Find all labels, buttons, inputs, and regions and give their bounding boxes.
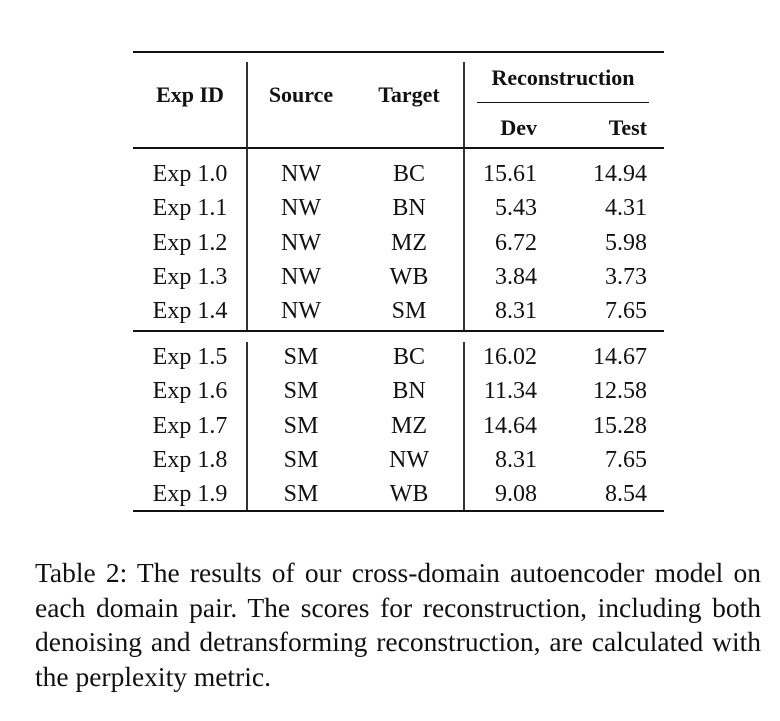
cell-test: 7.65 <box>605 446 647 473</box>
cell-target: MZ <box>391 229 427 256</box>
vertical-divider <box>246 148 248 330</box>
cell-dev: 11.34 <box>483 378 537 405</box>
cell-source: SM <box>283 412 319 439</box>
cell-test: 12.58 <box>593 378 647 405</box>
vertical-divider <box>463 342 465 510</box>
vertical-divider <box>246 62 248 147</box>
cell-dev: 15.61 <box>483 161 537 187</box>
header-test: Test <box>608 115 647 140</box>
cell-target: BN <box>392 195 426 222</box>
cell-exp: Exp 1.1 <box>152 195 228 222</box>
cell-source: SM <box>283 446 319 473</box>
cell-source: NW <box>281 229 321 256</box>
header-dev: Dev <box>500 115 537 140</box>
cell-dev: 5.43 <box>495 195 537 222</box>
cell-target: WB <box>389 263 429 290</box>
cell-source: NW <box>281 298 321 325</box>
cell-source: SM <box>283 481 319 508</box>
cell-target: BC <box>392 344 426 370</box>
cell-exp: Exp 1.5 <box>152 344 228 370</box>
cell-source: NW <box>281 263 321 290</box>
cell-dev: 9.08 <box>495 481 537 508</box>
header-reconstruction: Reconstruction <box>491 65 635 90</box>
cell-exp: Exp 1.6 <box>152 378 228 405</box>
cell-exp: Exp 1.4 <box>152 298 228 325</box>
cell-dev: 14.64 <box>483 412 537 439</box>
cell-exp: Exp 1.8 <box>152 446 228 473</box>
vertical-divider <box>463 62 465 147</box>
cell-test: 15.28 <box>593 412 647 439</box>
cell-target: BN <box>392 378 426 405</box>
cell-test: 14.67 <box>593 344 647 370</box>
cell-exp: Exp 1.3 <box>152 263 228 290</box>
mid-rule <box>133 330 664 332</box>
cell-target: WB <box>389 481 429 508</box>
cell-target: MZ <box>391 412 427 439</box>
cell-exp: Exp 1.7 <box>152 412 228 439</box>
vertical-divider <box>246 342 248 510</box>
cell-exp: Exp 1.0 <box>152 161 228 187</box>
cell-source: SM <box>283 378 319 405</box>
cell-dev: 3.84 <box>495 263 537 290</box>
group-cmidrule <box>477 102 649 103</box>
cell-dev: 16.02 <box>483 344 537 370</box>
top-rule <box>133 51 664 53</box>
cell-test: 4.31 <box>605 195 647 222</box>
cell-dev: 8.31 <box>495 446 537 473</box>
cell-test: 3.73 <box>605 263 647 290</box>
cell-dev: 8.31 <box>495 298 537 325</box>
cell-dev: 6.72 <box>495 229 537 256</box>
cell-source: NW <box>281 161 321 187</box>
header-exp-id: Exp ID <box>156 82 224 107</box>
bottom-rule <box>133 510 664 512</box>
cell-source: NW <box>281 195 321 222</box>
table-caption: Table 2: The results of our cross-domain autoencoder model on each domain pair. The scores for reconstruction, including both denoising and detransforming reconstruction, are calculated with the perplexity metric. <box>35 557 761 692</box>
cell-exp: Exp 1.2 <box>152 229 228 256</box>
vertical-divider <box>463 148 465 330</box>
cell-target: SM <box>391 298 427 325</box>
cell-test: 5.98 <box>605 229 647 256</box>
cell-source: SM <box>283 344 319 370</box>
cell-test: 14.94 <box>593 161 647 187</box>
cell-target: BC <box>392 161 426 187</box>
header-source: Source <box>268 82 334 107</box>
cell-target: NW <box>389 446 429 473</box>
header-target: Target <box>378 82 440 107</box>
cell-exp: Exp 1.9 <box>152 481 228 508</box>
cell-test: 8.54 <box>605 481 647 508</box>
header-rule <box>133 147 664 149</box>
cell-test: 7.65 <box>605 298 647 325</box>
